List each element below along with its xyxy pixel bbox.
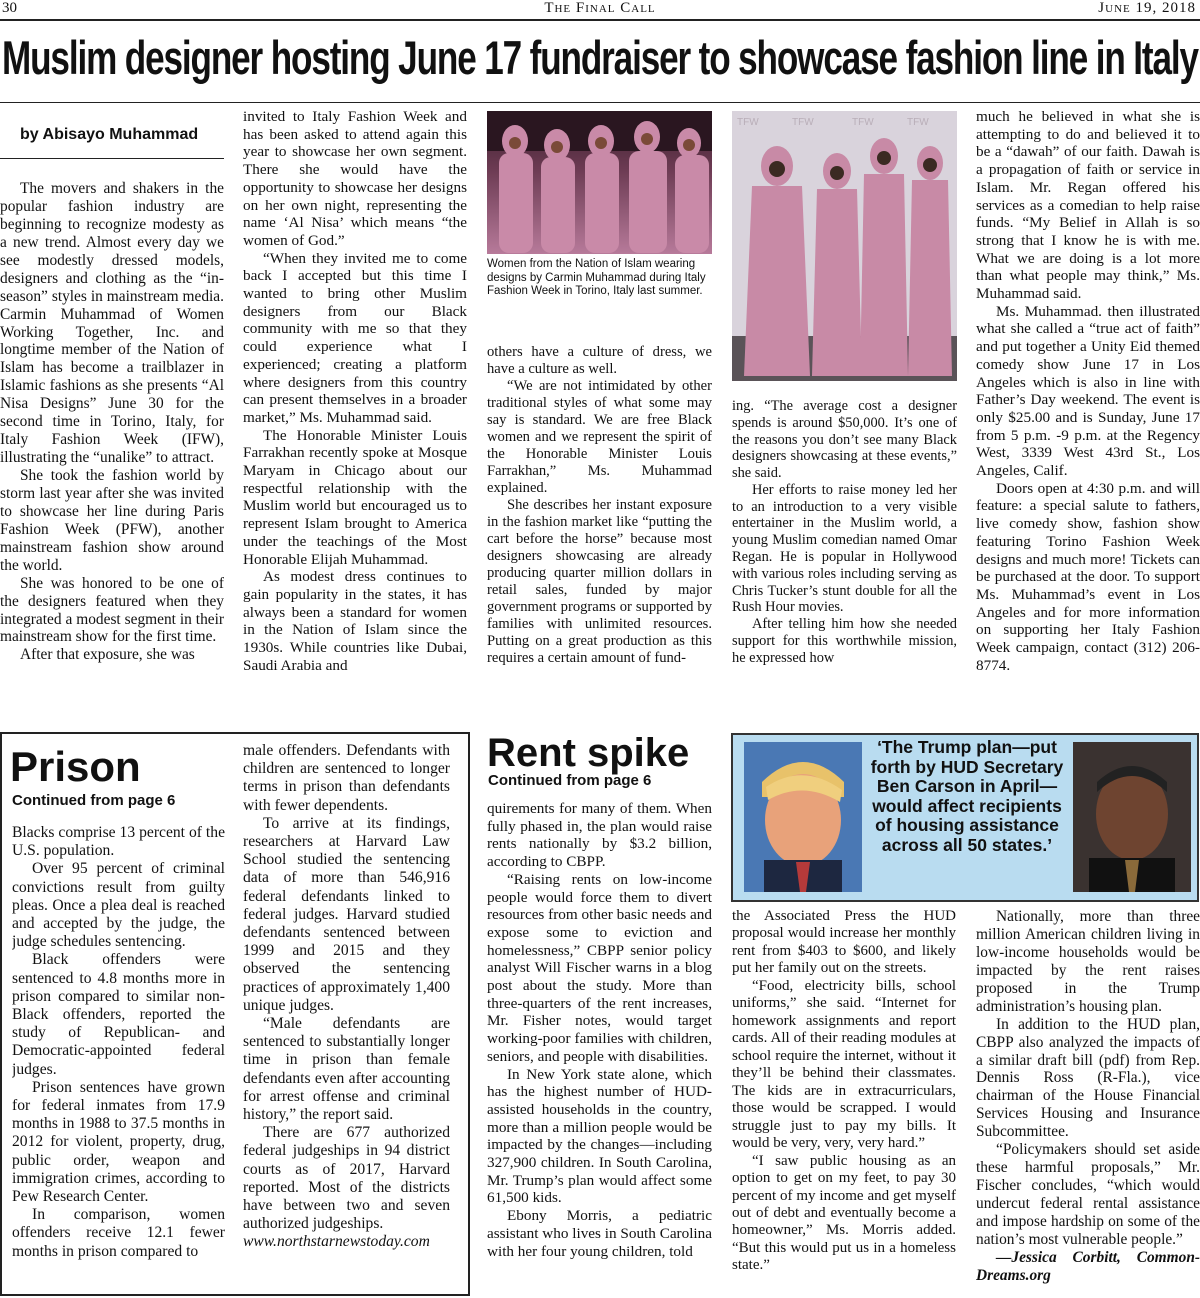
rent-continued: Continued from page 6 — [488, 772, 652, 789]
main-column-4 — [732, 398, 957, 680]
main-column-5 — [976, 108, 1200, 680]
paragraph: In New York state alone, which has the highest number of HUD-assisted households in the country, more than a million people would be impacted by the changes—including 327,900 children. In South Carolina, Mr. Trump’s plan would affect some 61,500 kids. — [487, 1065, 712, 1207]
paragraph: the Associated Press the HUD proposal would increase her monthly rent from $403 to $600, and likely put her family out on the streets. — [732, 908, 956, 977]
article-credit: —Jessica Corbitt, Common-Dreams.org — [976, 1248, 1200, 1284]
paragraph: After that exposure, she was — [20, 646, 195, 664]
svg-text:TFW: TFW — [737, 117, 759, 128]
photo-women-seated — [487, 111, 712, 254]
svg-text:TFW: TFW — [907, 117, 929, 128]
headline-rule — [0, 102, 1200, 103]
paragraph: “Male defendants are sentenced to substantially longer time in prison than female defendants even after accounting for arrest offense and criminal history,” the report said. — [243, 1015, 450, 1124]
prison-column-2 — [243, 742, 450, 1284]
paragraph: Prison sentences have grown for federal inmates from 17.9 months in 1988 to 37.5 months in 2012 for violent, property, drug, public order, weapon and immigration crimes, according to Pew Research Center. — [12, 1078, 225, 1206]
paragraph: Blacks comprise 13 percent of the U.S. population. — [12, 824, 225, 860]
paragraph: She describes her instant exposure in the fashion market like “putting the cart before the horse” because most designers showcasing are already producing quarter million dollars in retail sales, funded by major government programs or supported by families with unlimited resources. Putting on a great production as this requires a certain amount of fund- — [487, 497, 712, 667]
headline: Muslim designer hosting June 17 fundraiser to showcase fashion line in Italy — [2, 31, 1198, 84]
paragraph: others have a culture of dress, we have a culture as well. — [487, 344, 712, 378]
page-number: 30 — [2, 0, 17, 16]
paragraph: Doors open at 4:30 p.m. and will feature: a special salute to fathers, live comedy show, fashion show featuring Torino Fashion Week designs and much more! Tickets can be purchased at the door. To support Ms. Muhammad’s event in Los Angeles and for more information on supporting her Italy Fashion Week campaign, contact (312) 206-8774. — [976, 479, 1200, 674]
portrait-carson — [1073, 742, 1191, 892]
svg-text:TFW: TFW — [852, 117, 874, 128]
portrait-carson-graphic — [1073, 742, 1191, 892]
paragraph: She took the fashion world by storm last year after she was invited to showcase her line during Paris Fashion Week (PFW), another mainstream fashion show around the world. — [0, 467, 224, 574]
prison-continued: Continued from page 6 — [12, 792, 176, 809]
paragraph: She was honored to be one of the designers featured when they integrated a modest segment in their mainstream show for the first time. — [0, 574, 224, 646]
paragraph: male offenders. Defendants with children are sentenced to longer terms in prison than defendants with fewer dependents. — [243, 742, 450, 814]
paragraph: Ms. Muhammad. then illustrated what she called a “true act of faith” and put together a Unity Eid themed comedy show June 17 in Los Angeles which is also in line with Father’s Day weekend. The event is only $25.00 and is Sunday, June 17 from 5 p.m. -9 p.m. at the Regency West, 3339 West 43rd St., Los Angeles, Calif. — [976, 302, 1200, 480]
paragraph: Nationally, more than three million American children living in low-income households would be impacted by the rent raises proposed in the Trump administration’s housing plan. — [976, 908, 1200, 1015]
portrait-trump — [744, 742, 862, 892]
paragraph: quirements for many of them. When fully phased in, the plan would raise rents nationally by $3.2 billion, according to CBPP. — [487, 800, 712, 871]
header-rule — [0, 19, 1200, 21]
paper-name: The Final Call — [544, 0, 656, 16]
paragraph: Her efforts to raise money led her to an introduction to a very visible entertainer in the Muslim world, a young Muslim comedian named Omar Regan. He is popular in Hollywood with various roles including serving as Chris Tucker’s stunt double for all the Rush Hour movies. — [732, 481, 957, 616]
prison-column-1 — [12, 824, 225, 1284]
paragraph: “Raising rents on low-income people would force them to divert resources from other basic needs and expose some to eviction and homelessness,” CBPP senior policy analyst Will Fischer warns in a blog post about the study. More than three-quarters of the rent increases, Mr. Fisher notes, would target working-poor families with children, seniors, and people with disabilities. — [487, 870, 712, 1065]
issue-date: June 19, 2018 — [1098, 0, 1196, 16]
paragraph: much he believed in what she is attempting to do and believed it to be a “dawah” of our faith. Dawah is a propagation of faith or service in Islam. Mr. Regan offered his services as a comedian to help raise funds. “My Belief in Allah is so strong that I know he is with me. What we are doing is a lot more than what people may think,” Ms. Muhammad said. — [976, 108, 1200, 303]
paragraph: “I saw public housing as an option to get on my feet, to pay 30 percent of my income and get myself out of debt and eventually become a homeowner,” Ms. Morris added. “But this would put us in a homeless state.” — [732, 1152, 956, 1274]
paragraph: The movers and shakers in the popular fashion industry are beginning to recognize modesty as a new trend. Almost every day we see modestly dressed models, designers and clothing as the “in-season” styles in mainstream media. Carmin Muhammad of Women Working Together, Inc. and longtime member of the Nation of Islam has become a trailblazer in Islamic fashions as she presents “Al Nisa Designs” June 30 for the second time in Torino, Italy, for Italy Fashion Week (IFW), illustrating the “unalike” to attract. — [0, 180, 224, 467]
paragraph: “When they invited me to come back I accepted but this time I wanted to bring other Muslim designers from our Black community with me so that they could experience what I experienced; creating a platform where designers from this country can present themselves in a broader market,” Ms. Muhammad said. — [243, 249, 467, 426]
paragraph: There are 677 authorized federal judgeships in 94 district courts as of 2017, Harvard reported. Most of the districts have between two and seven authorized judgeships. — [243, 1124, 450, 1233]
paragraph: To arrive at its findings, researchers at Harvard Law School studied the sentencing data of more than 546,916 federal defendants linked to federal judges. Harvard studied defendants sentenced between 1999 and 2015 and they observed the sentencing practices of approximately 1,400 unique judges. — [243, 814, 450, 1014]
paragraph: Over 95 percent of criminal convictions result from guilty pleas. Once a plea deal is reached and accepted by the judge, the judge schedules sentencing. — [12, 860, 225, 951]
rent-column-3 — [976, 908, 1200, 1290]
byline: by Abisayo Muhammad — [20, 126, 199, 143]
source-url: www.northstarnewstoday.com — [243, 1233, 430, 1251]
svg-text:TFW: TFW — [792, 117, 814, 128]
paragraph: invited to Italy Fashion Week and has been asked to attend again this year to showcase her own segment. There she would have the opportunity to showcase her designs on her own night, representing the name ‘Al Nisa’ which means “the women of God.” — [243, 108, 467, 249]
paragraph: ing. “The average cost a designer spends is around $50,000. It’s one of the reasons you don’t see many Black designers showcasing at these events,” she said. — [732, 398, 957, 482]
paragraph: Ebony Morris, a pediatric assistant who lives in South Carolina with her four young children, told — [487, 1207, 712, 1260]
portrait-trump-graphic — [744, 742, 862, 892]
main-column-3 — [487, 344, 712, 680]
paragraph: “We are not intimidated by other traditional styles of what some may say is standard. We are free Black women and we represent the spirit of the Honorable Minister Louis Farrakhan,” Ms. Muhammad explained. — [487, 378, 712, 497]
paragraph: “Policymakers should set aside these harmful proposals,” Mr. Fischer concludes, “which would undercut federal rental assistance and impose hardship on some of the nation’s most vulnerable people.” — [976, 1141, 1200, 1248]
paragraph: In addition to the HUD plan, CBPP also analyzed the impacts of a similar draft bill (pdf) from Rep. Dennis Ross (R-Fla.), vice chairman of the House Financial Services Housing and Insurance Subcommittee. — [976, 1015, 1200, 1141]
photo-women-seated-graphic — [487, 111, 712, 254]
paragraph: The Honorable Minister Louis Farrakhan recently spoke at Mosque Maryam in Chicago about our respectful relationship with the Muslim world but encouraged us to represent Islam brought to America under the teachings of the Most Honorable Elijah Muhammad. — [243, 426, 467, 568]
main-column-1 — [0, 180, 224, 680]
paragraph: As modest dress continues to gain popularity in the states, it has always been a standard for women in the Nation of Islam since the 1930s. While countries like Dubai, Saudi Arabia and — [243, 568, 467, 674]
byline-rule — [0, 158, 224, 159]
photo-caption: Women from the Nation of Islam wearing designs by Carmin Muhammad during Italy Fashion Week in Torino, Italy last summer. — [487, 258, 706, 297]
rent-column-1 — [487, 800, 712, 1290]
paragraph: Black offenders were sentenced to 4.8 months more in prison compared to similar non-Black offenders, reported the study of Republican- and Democratic-appointed federal judges. — [12, 951, 225, 1078]
photo-women-standing — [732, 111, 957, 381]
photo-women-standing-graphic — [732, 111, 957, 381]
paragraph: After telling him how she needed support for this worthwhile mission, he expressed how — [732, 616, 957, 666]
prison-title: Prison — [10, 743, 141, 790]
rent-title: Rent spike — [487, 731, 690, 775]
paragraph: “Food, electricity bills, school uniforms,” she said. “Internet for homework assignments and report cards. All of their reading modules at school require the internet, without it they’ll be behind their classmates. The kids are in extracurriculars, those would be scrapped. I would struggle just to pay my bills. It would be very, very, very hard.” — [732, 977, 956, 1152]
rent-column-2 — [732, 908, 956, 1290]
pull-quote: ‘The Trump plan—put forth by HUD Secretary Ben Carson in April—would affect recipients of housing assistance across all 50 states.’ — [870, 737, 1064, 855]
main-column-2 — [243, 108, 467, 680]
paragraph: In comparison, women offenders receive 12.1 fewer months in prison compared to — [12, 1206, 225, 1260]
